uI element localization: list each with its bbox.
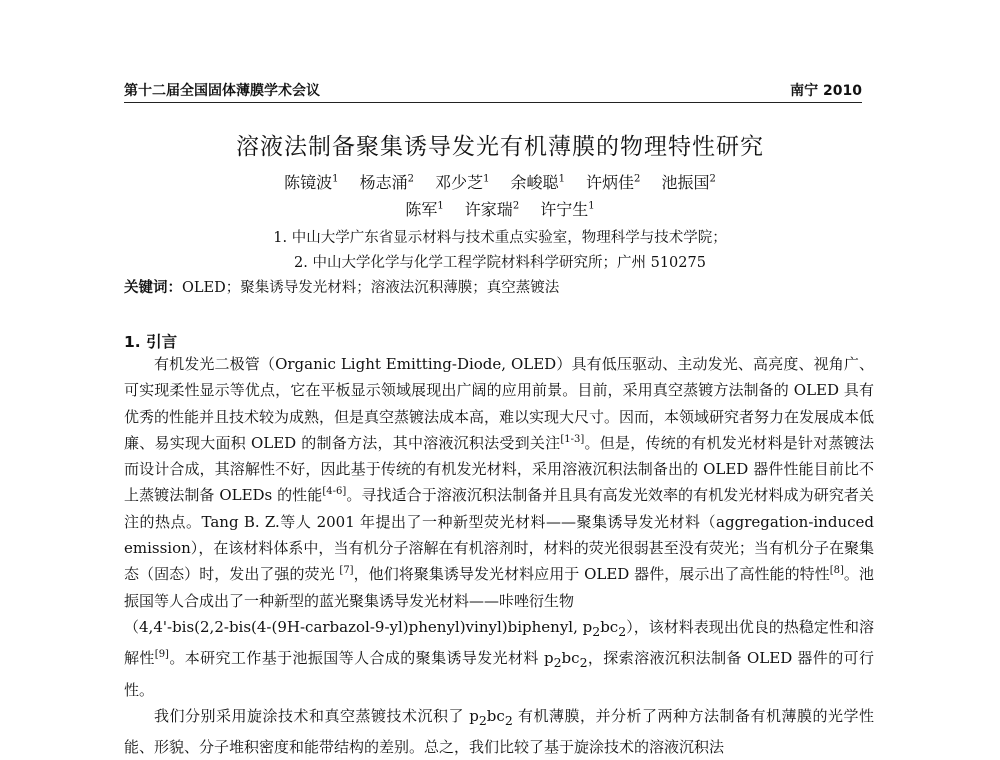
author: 陈军$^1$ — [405, 200, 444, 219]
author: 杨志涌$^2$ — [359, 173, 414, 192]
conference-place-year: 南宁 2010 — [790, 83, 862, 99]
body-text — [124, 351, 874, 760]
affiliation-1: 1. 中山大学广东省显示材料与技术重点实验室，物理科学与技术学院； — [273, 230, 727, 246]
author-list-line-2 — [0, 197, 1000, 220]
author: 许宁生$^1$ — [540, 200, 595, 219]
keywords-line — [124, 276, 559, 297]
keywords-label: 关键词： — [124, 280, 182, 296]
citation: [8] — [829, 565, 844, 577]
paragraph-method: 我们分别采用旋涂技术和真空蒸镀技术沉积了 $p_2bc_2$ 有机薄膜，并分析了两种方法制备有机薄膜的光学性能、形貌、分子堆积密度和能带结构的差别。总之，我们比较了基于旋涂技术的溶液沉积法 — [124, 706, 874, 757]
paper-title: 溶液法制备聚集诱导发光有机薄膜的物理特性研究 — [236, 134, 764, 160]
conference-name: 第十二届全国固体薄膜学术会议 — [124, 83, 320, 99]
affiliation-2: 2. 中山大学化学与化学工程学院材料科学研究所；广州 510275 — [294, 255, 706, 271]
keywords-text: OLED；聚集诱导发光材料；溶液法沉积薄膜；真空蒸镀法 — [182, 280, 560, 296]
author-list-line-1 — [0, 170, 1000, 193]
author: 池振国$^2$ — [661, 173, 716, 192]
author: 余峻聪$^1$ — [510, 173, 565, 192]
paragraph-material: （4,4'-bis(2,2-bis(4-(9H-carbazol-9-yl)phenyl)vinyl)biphenyl, $p_2bc_2$），该材料表现出优良的热稳定性和溶解性[9]。本研究工作基于池振国等人合成的聚集诱导发光材料 $p_2bc_2$，探索溶液沉积法制备 OLED 器件的可行性。 — [124, 617, 874, 699]
citation: [4-6] — [322, 486, 347, 498]
running-header — [124, 80, 862, 103]
paragraph-intro: 有机发光二极管（Organic Light Emitting-Diode, OLED）具有低压驱动、主动发光、高亮度、视角广、可实现柔性显示等优点，它在平板显示领域展现出广阔的应用前景。目前，采用真空蒸镀方法制备的 OLED 具有优秀的性能并且技术较为成熟，但是真空蒸镀法成本高，难以实现大尺寸。因而，本领域研究者努力在发展成本低廉、易实现大面积 OLED 的制备方法，其中溶液沉积法受到关注[1-3]。但是，传统的有机发光材料是针对蒸镀法而设计合成，其溶解性不好，因此基于传统的有机发光材料，采用溶液沉积法制备出的 OLED 器件性能目前比不上蒸镀法制备 OLEDs 的性能[4-6]。寻找适合于溶液沉积法制备并且具有高发光效率的有机发光材料成为研究者关注的热点。Tang B. Z.等人 2001 年提出了一种新型荧光材料——聚集诱导发光材料（aggregation-induced emission），在该材料体系中，当有机分子溶解在有机溶剂时，材料的荧光很弱甚至没有荧光；当有机分子在聚集态（固态）时，发出了强的荧光 [7]，他们将聚集诱导发光材料应用于 OLED 器件，展示出了高性能的特性[8]。池振国等人合成出了一种新型的蓝光聚集诱导发光材料——咔唑衍生物 — [124, 355, 875, 610]
author: 许炳佳$^2$ — [586, 173, 641, 192]
author: 陈镜波$^1$ — [284, 173, 339, 192]
section-heading: 1. 引言 — [124, 333, 178, 351]
citation: [7] — [339, 565, 354, 577]
citation: [1-3] — [560, 433, 585, 445]
citation: [9] — [154, 649, 169, 661]
author: 许家瑞$^2$ — [464, 200, 520, 219]
author: 邓少芝$^1$ — [435, 173, 490, 192]
